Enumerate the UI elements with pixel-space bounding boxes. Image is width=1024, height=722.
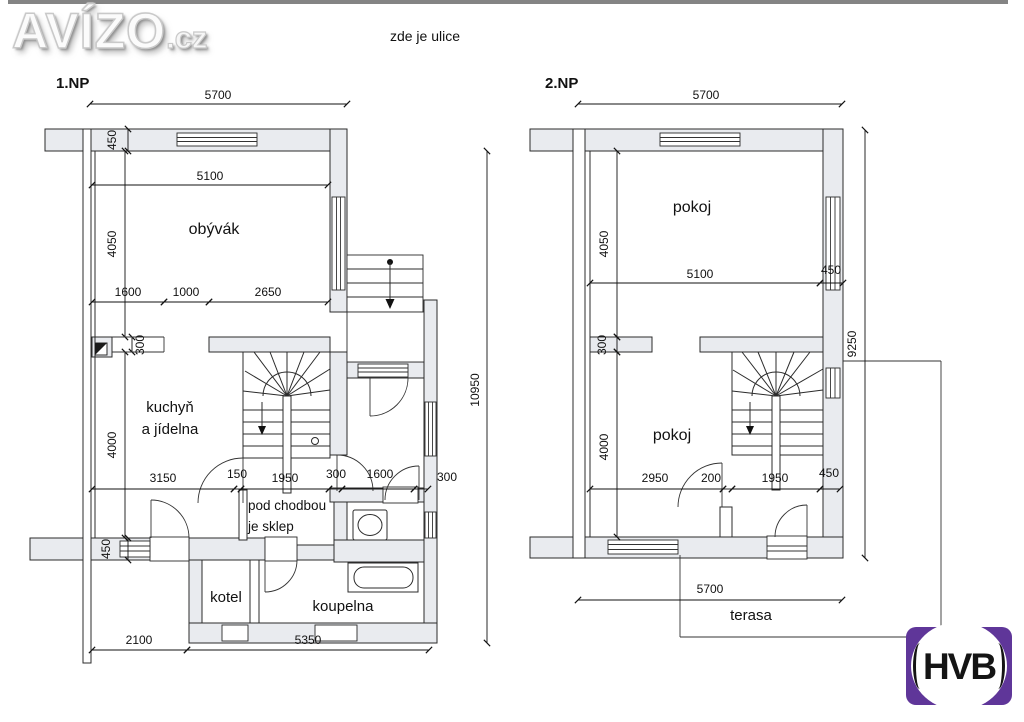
dim-width-inner-2np: 5100 (686, 267, 714, 281)
room-living: obývák (188, 221, 240, 238)
dim-bot-a-2np: 2950 (641, 471, 669, 485)
dim-wall-bottom-1np: 450 (99, 538, 113, 560)
dim-wall-right-2np: 450 (820, 263, 842, 277)
room-terrace: terasa (730, 607, 772, 624)
dim-base-a: 2100 (125, 633, 153, 647)
toilet-fixture (353, 510, 387, 540)
room-cellar-line1: pod chodbou (248, 498, 327, 513)
plan2-walls (530, 129, 843, 559)
room-bathroom: koupelna (312, 598, 374, 615)
room-kitchen-line2: a jídelna (141, 421, 199, 438)
dim-height-total-2np: 9250 (845, 330, 859, 358)
hvb-logo (906, 627, 1012, 705)
hvb-logo-oval (911, 622, 1007, 710)
plan1-title: 1.NP (56, 75, 90, 92)
avizo-logo-suffix: .cz (166, 20, 208, 55)
party-wall (83, 129, 91, 663)
room-kitchen-line1: kuchyň (146, 399, 194, 416)
street-label: zde je ulice (389, 28, 461, 44)
dim-bot-e-1np: 1600 (366, 467, 394, 481)
dim-wall-top-1np: 450 (105, 129, 119, 151)
dim-width-total-1np: 5700 (204, 88, 232, 102)
dim-base-b: 5350 (294, 633, 322, 647)
dim-width-total-2np: 5700 (692, 88, 720, 102)
dim-bot-a-1np: 3150 (149, 471, 177, 485)
dim-wall-mid-1np: 300 (133, 334, 147, 356)
dim-terrace-w: 5700 (696, 582, 724, 596)
plan2-title: 2.NP (545, 75, 579, 92)
dim-width-inner-1np: 5100 (196, 169, 224, 183)
hvb-logo-text: HVB (922, 645, 996, 687)
plan2-room-labels (653, 199, 773, 624)
dim-bot-f-1np: 300 (436, 470, 458, 484)
avizo-logo-text: AVÍZO (12, 3, 167, 59)
dim-bot-c-1np: 1950 (271, 471, 299, 485)
dim-room-bottom-h: 4000 (597, 433, 611, 461)
dim-kitchen-h: 4000 (105, 431, 119, 459)
dim-bot-d-1np: 300 (325, 467, 347, 481)
party-wall-2np (573, 129, 585, 558)
dim-bot-b-1np: 150 (226, 467, 248, 481)
room-top: pokoj (672, 199, 712, 216)
dim-bot-c-2np: 1950 (761, 471, 789, 485)
entrance-steps (347, 255, 424, 362)
dim-seg-a: 1600 (114, 285, 142, 299)
chimney-symbol (95, 343, 107, 355)
dim-seg-c: 2650 (254, 285, 282, 299)
room-boiler: kotel (210, 589, 242, 606)
hvb-paren-right-icon (991, 643, 1005, 689)
dim-seg-b: 1000 (172, 285, 200, 299)
bathtub-fixture (348, 563, 418, 592)
dim-height-total-1np: 10950 (468, 373, 482, 407)
room-cellar-line2: je sklep (248, 519, 294, 534)
dim-living-h: 4050 (105, 230, 119, 258)
dim-wall-mid-2np: 300 (595, 334, 609, 356)
dim-bot-d-2np: 450 (818, 466, 840, 480)
room-bottom: pokoj (652, 427, 692, 444)
dim-room-top-h: 4050 (597, 230, 611, 258)
dim-bot-b-2np: 200 (700, 471, 722, 485)
plan2-staircase (732, 352, 823, 490)
